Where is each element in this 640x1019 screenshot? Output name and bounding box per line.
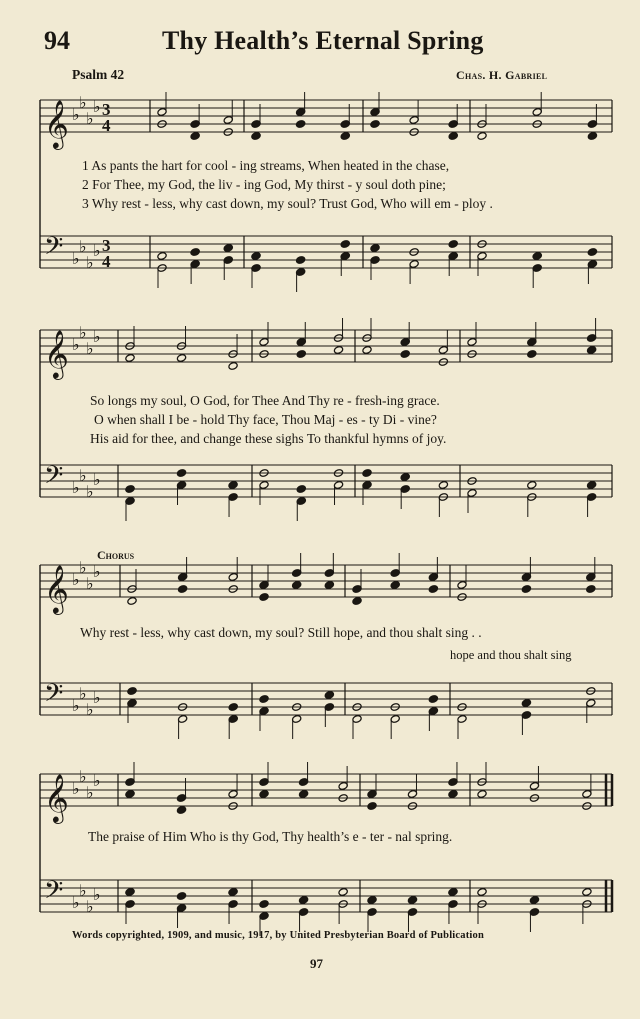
lyric-line: His aid for thee, and change these sighs To thankful hymns of joy.: [90, 431, 447, 446]
flat-icon: ♭: [79, 466, 87, 485]
flat-icon: ♭: [86, 574, 94, 593]
time-signature-top: 3: [102, 236, 111, 255]
quarter-note: [190, 132, 200, 141]
flat-icon: ♭: [86, 700, 94, 719]
quarter-note: [448, 888, 458, 897]
time-signature-bottom: 4: [102, 116, 111, 135]
flat-icon: ♭: [93, 771, 101, 790]
quarter-note: [259, 900, 269, 909]
quarter-note: [587, 132, 597, 141]
quarter-note: [529, 896, 539, 905]
half-note: [438, 481, 448, 490]
quarter-note: [532, 252, 542, 261]
quarter-note: [176, 469, 186, 478]
flat-icon: ♭: [72, 779, 80, 798]
quarter-note: [527, 350, 537, 359]
quarter-note: [367, 802, 377, 811]
quarter-note: [259, 790, 269, 799]
flat-icon: ♭: [79, 881, 87, 900]
bass-clef-icon: 𝄢: [44, 232, 64, 267]
flat-icon: ♭: [86, 783, 94, 802]
quarter-note: [296, 350, 306, 359]
flat-icon: ♭: [86, 482, 94, 501]
flat-icon: ♭: [93, 885, 101, 904]
quarter-note: [370, 244, 380, 253]
half-note: [127, 597, 137, 606]
flat-icon: ♭: [93, 97, 101, 116]
quarter-note: [448, 790, 458, 799]
quarter-note: [352, 597, 362, 606]
half-note: [333, 346, 343, 355]
quarter-note: [448, 132, 458, 141]
time-signature-bottom: 4: [102, 252, 111, 271]
quarter-note: [324, 691, 334, 700]
flat-icon: ♭: [86, 897, 94, 916]
quarter-note: [292, 581, 302, 590]
half-note: [477, 790, 487, 799]
flat-icon: ♭: [86, 253, 94, 272]
treble-clef-icon: 𝄞: [44, 329, 69, 378]
lyric-line: Why rest - less, why cast down, my soul? Still hope, and thou shalt sing . .: [80, 625, 482, 640]
quarter-note: [259, 695, 269, 704]
treble-clef-icon: 𝄞: [44, 773, 69, 822]
psalm-reference: Psalm 42: [72, 67, 125, 82]
quarter-note: [428, 585, 438, 594]
flat-icon: ♭: [86, 339, 94, 358]
quarter-note: [127, 687, 137, 696]
treble-clef-icon: 𝄞: [44, 564, 69, 613]
hymn-title: Thy Health’s Eternal Spring: [162, 26, 484, 55]
half-note: [527, 481, 537, 490]
flat-icon: ♭: [72, 335, 80, 354]
half-note: [362, 346, 372, 355]
page-number: 97: [310, 956, 323, 971]
flat-icon: ♭: [93, 470, 101, 489]
flat-icon: ♭: [86, 109, 94, 128]
quarter-note: [259, 593, 269, 602]
flat-icon: ♭: [93, 688, 101, 707]
flat-icon: ♭: [72, 570, 80, 589]
quarter-note: [400, 473, 410, 482]
flat-icon: ♭: [72, 696, 80, 715]
half-note: [157, 252, 167, 261]
quarter-note: [296, 256, 306, 265]
half-note: [228, 362, 238, 371]
lyric-line: O when shall I be - hold Thy face, Thou Maj - es - ty Di - vine?: [94, 412, 437, 427]
half-note: [125, 354, 135, 363]
music-system-4: [0, 760, 640, 935]
flat-icon: ♭: [93, 241, 101, 260]
quarter-note: [251, 132, 261, 141]
half-note: [582, 888, 592, 897]
hymn-number: 94: [44, 26, 70, 55]
copyright-notice: Words copyrighted, 1909, and music, 1917, by United Presbyterian Board of Publication: [72, 930, 485, 941]
quarter-note: [586, 585, 596, 594]
quarter-note: [340, 240, 350, 249]
treble-clef-icon: 𝄞: [44, 99, 69, 148]
lyric-line: The praise of Him Who is thy God, Thy health’s e - ter - nal spring.: [88, 829, 453, 844]
quarter-note: [228, 481, 238, 490]
quarter-note: [228, 888, 238, 897]
flat-icon: ♭: [72, 478, 80, 497]
quarter-note: [324, 581, 334, 590]
flat-icon: ♭: [72, 105, 80, 124]
quarter-note: [223, 244, 233, 253]
music-system-3: [0, 555, 640, 735]
quarter-note: [521, 699, 531, 708]
flat-icon: ♭: [79, 237, 87, 256]
quarter-note: [298, 896, 308, 905]
quarter-note: [177, 585, 187, 594]
flat-icon: ♭: [72, 249, 80, 268]
lyric-line: 1 As pants the hart for cool - ing streams, When heated in the chase,: [82, 158, 450, 173]
flat-icon: ♭: [72, 893, 80, 912]
quarter-note: [587, 248, 597, 257]
quarter-note: [370, 120, 380, 129]
flat-icon: ♭: [93, 562, 101, 581]
quarter-note: [586, 346, 596, 355]
quarter-note: [428, 695, 438, 704]
flat-icon: ♭: [79, 684, 87, 703]
lyric-line: 3 Why rest - less, why cast down, my soul? Trust God, Who will em - ploy .: [82, 196, 493, 211]
quarter-note: [340, 132, 350, 141]
bass-clef-icon: 𝄢: [44, 876, 64, 911]
quarter-note: [448, 240, 458, 249]
bass-clef-icon: 𝄢: [44, 679, 64, 714]
time-signature-top: 3: [102, 100, 111, 119]
half-note: [477, 888, 487, 897]
flat-icon: ♭: [79, 323, 87, 342]
quarter-note: [407, 896, 417, 905]
chorus-label: Chorus: [97, 548, 135, 562]
quarter-note: [521, 585, 531, 594]
flat-icon: ♭: [79, 93, 87, 112]
flat-icon: ♭: [93, 327, 101, 346]
quarter-note: [298, 790, 308, 799]
quarter-note: [296, 120, 306, 129]
quarter-note: [400, 350, 410, 359]
lyric-line: So longs my soul, O God, for Thee And Thy re - fresh-ing grace.: [90, 393, 440, 408]
quarter-note: [190, 248, 200, 257]
flat-icon: ♭: [79, 558, 87, 577]
quarter-note: [367, 896, 377, 905]
quarter-note: [390, 581, 400, 590]
quarter-note: [176, 806, 186, 815]
half-note: [477, 132, 487, 141]
quarter-note: [251, 252, 261, 261]
quarter-note: [296, 485, 306, 494]
flat-icon: ♭: [79, 767, 87, 786]
quarter-note: [362, 469, 372, 478]
quarter-note: [228, 703, 238, 712]
bass-clef-icon: 𝄢: [44, 461, 64, 496]
composer-credit: Chas. H. Gabriel: [456, 68, 548, 82]
quarter-note: [125, 888, 135, 897]
half-note: [338, 888, 348, 897]
lyric-line: 2 For Thee, my God, the liv - ing God, My thirst - y soul doth pine;: [82, 177, 446, 192]
quarter-note: [125, 485, 135, 494]
lyric-alt-line: hope and thou shalt sing: [450, 648, 572, 662]
quarter-note: [176, 892, 186, 901]
quarter-note: [125, 790, 135, 799]
half-note: [176, 354, 186, 363]
quarter-note: [586, 481, 596, 490]
